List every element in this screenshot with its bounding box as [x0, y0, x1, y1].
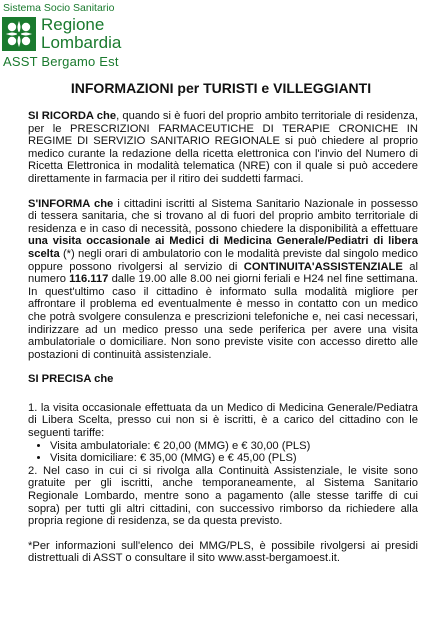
- paragraph-si-ricorda: [28, 110, 418, 186]
- bold-visita-occasionale: una visita occasionale ai Medici di Medicina Generale/Pediatri di libera scelta: [28, 235, 418, 260]
- region-name: [41, 16, 121, 51]
- paragraph-text: i cittadini iscritti al Sistema Sanitario Nazionale in possesso di tessera sanitaria, che si trovano al di fuori del proprio ambito territoriale di residenza e in caso di necessità, possono chiedere la disponibilità a effettuare: [28, 197, 418, 235]
- point-1: 1. la visita occasionale effettuata da un Medico di Medicina Generale/Pediatra di Libera Scelta, presso cui non si è iscritti, è a carico del cittadino con le seguenti tariffe:: [28, 401, 418, 440]
- tariff-list: [28, 440, 418, 465]
- document-body: [28, 110, 418, 577]
- paragraph-text: al numero: [28, 260, 418, 286]
- lead-si-precisa: SI PRECISA che: [28, 373, 114, 386]
- lombardia-rose-logo-icon: [2, 17, 36, 51]
- paragraph-text: (*) negli orari di ambulatorio con le modalità previste dal singolo medico oppure possono rivolgersi al servizio di: [28, 247, 418, 273]
- paragraph-text: dalle 19.00 alle 8.00 nei giorni feriali e H24 nel fine settimana. In quest'ultimo caso il cittadino è informato sulla modalità migliore per affrontare il problema ed eventualmente è messo in contatto con un medico che potrà svolgere consulenza e prescrizioni telefoniche e, nei casi necessari, indirizzare ad un medico presso una sede periferica per avere una visita ambulatoriale o domiciliare. Non sono previste visite con accesso diretto alle postazioni di continuità assistenziale.: [28, 273, 418, 361]
- asst-label: ASST Bergamo Est: [3, 54, 119, 69]
- page-title: INFORMAZIONI per TURISTI e VILLEGGIANTI: [70, 80, 372, 96]
- system-label: Sistema Socio Sanitario: [3, 2, 115, 14]
- paragraph-text: , quando si è fuori del proprio ambito territoriale di residenza, per le PRESCRIZIONI FARMACEUTICHE DI TERAPIE CRONICHE IN REGIME DI SERVIZIO SANITARIO REGIONALE si può chiedere al proprio medico curante la redazione della ricetta elettronica con l'invio del Numero di Ricetta Elettronica in modalità telematica (NRE) con il quale si può accedere direttamente in farmacia per il ritiro dei suddetti farmaci.: [28, 110, 419, 185]
- lead-s-informa: S'INFORMA che: [28, 197, 114, 210]
- header: [0, 0, 442, 70]
- paragraph-si-precisa: [28, 373, 418, 386]
- list-item: • Visita ambulatoriale: € 20,00 (MMG) e € 30,00 (PLS): [50, 440, 418, 453]
- footnote: *Per informazioni sull'elenco dei MMG/PLS, è possibile rivolgersi ai presidi distrettuali di ASST o consultare il sito www.asst-bergamoest.it.: [28, 539, 418, 565]
- bold-phone-number: 116.117: [69, 273, 109, 286]
- bold-continuita: CONTINUITA'ASSISTENZIALE: [243, 260, 403, 273]
- list-item: • Visita domiciliare: € 35,00 (MMG) e € 45,00 (PLS): [50, 452, 418, 465]
- lead-si-ricorda: SI RICORDA che: [28, 110, 117, 122]
- region-line-2: Lombardia: [41, 32, 122, 52]
- paragraph-s-informa: [28, 198, 418, 362]
- point-2: 2. Nel caso in cui ci si rivolga alla Continuità Assistenziale, le visite sono gratuite per gli iscritti, anche temporaneamente, al Sistema Sanitario Regionale Lombardo, mentre sono a pagamento (alle stesse tariffe di cui sopra) per tutti gli altri cittadini, con successivo rimborso da richiedere alla propria regione di residenza, se da questa previsto.: [28, 464, 418, 528]
- region-line-1: Regione: [41, 15, 105, 34]
